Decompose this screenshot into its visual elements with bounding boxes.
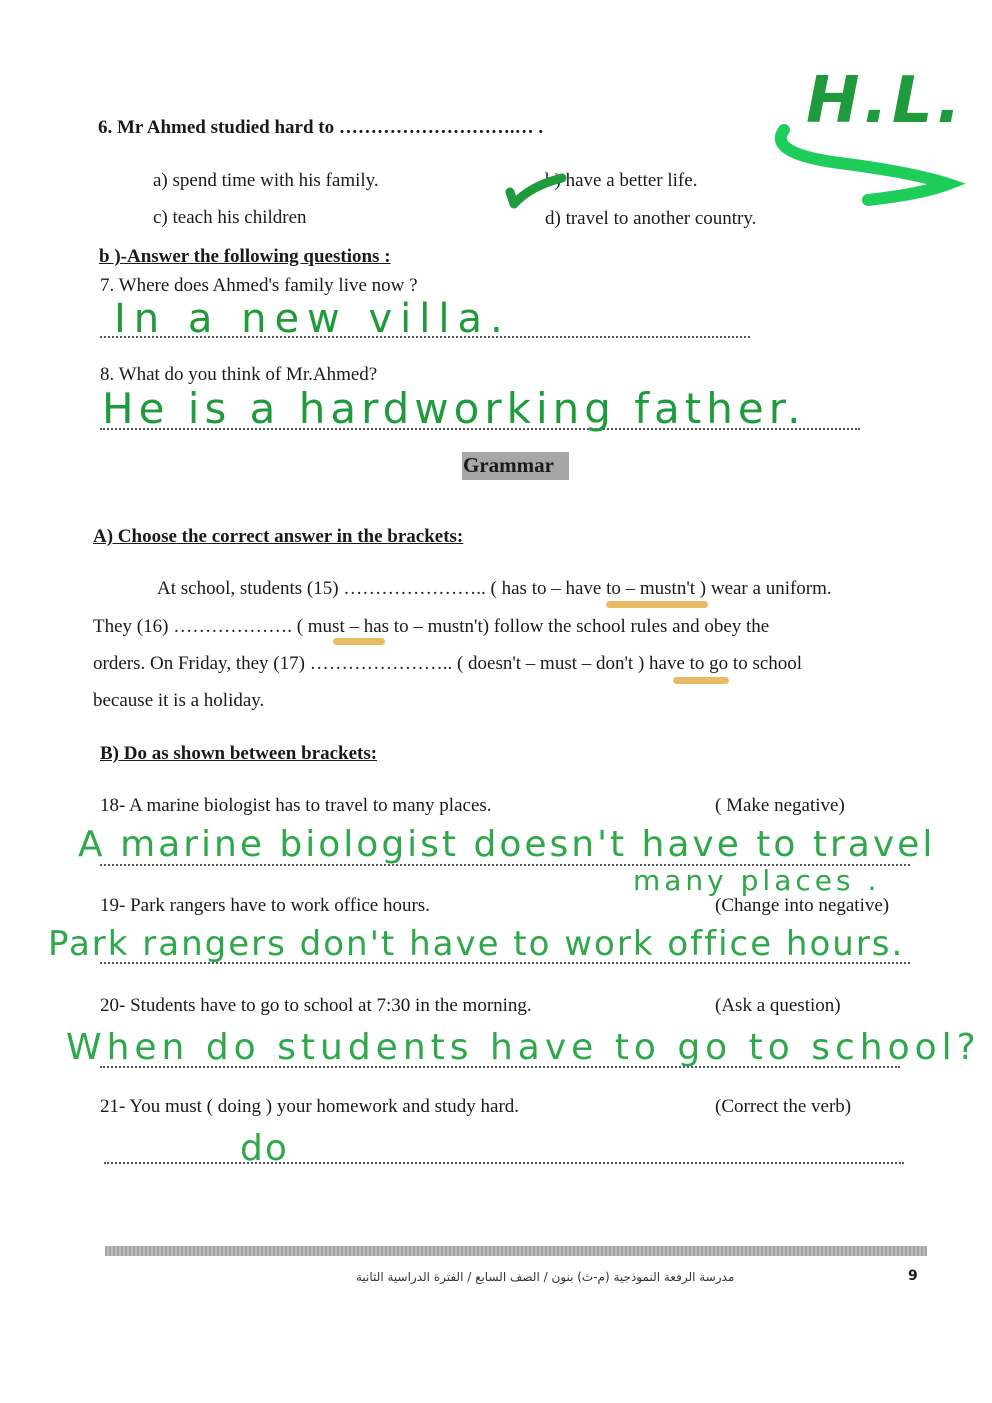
footer-school-text: مدرسة الرفعة النموذجية (م-ث) بنون / الصف السابع / الفترة الدراسية الثانية	[356, 1270, 735, 1284]
item-18-instruction: ( Make negative)	[715, 795, 845, 816]
option-a: a) spend time with his family.	[153, 170, 379, 191]
check-mark-icon	[500, 170, 570, 210]
paragraph-line-1: At school, students (15) ………………….. ( has to – have to – mustn't ) wear a uniform.	[157, 578, 832, 599]
option-d: d) travel to another country.	[545, 208, 757, 229]
paragraph-line-3: orders. On Friday, they (17) ………………….. ( doesn't – must – don't ) have to go to school	[93, 653, 803, 674]
page-number: 9	[908, 1268, 918, 1284]
answer-8-handwriting: He is a hardworking father.	[102, 384, 806, 433]
option-b: b) have a better life.	[545, 170, 698, 191]
section-b2-heading: B) Do as shown between brackets:	[100, 743, 378, 764]
item-20-prompt: 20- Students have to go to school at 7:30 in the morning.	[100, 995, 532, 1016]
highlight-dont	[673, 677, 729, 684]
grammar-title: Grammar	[463, 453, 554, 477]
question-8: 8. What do you think of Mr.Ahmed?	[100, 364, 378, 385]
highlight-have-to	[606, 601, 708, 608]
section-a-heading: A) Choose the correct answer in the brackets:	[93, 526, 464, 547]
answer-18-continued: many places .	[633, 864, 881, 897]
item-21-prompt: 21- You must ( doing ) your homework and study hard.	[100, 1096, 520, 1117]
answer-20-handwriting: When do students have to go to school?	[66, 1027, 981, 1068]
item-21-instruction: (Correct the verb)	[715, 1096, 852, 1117]
section-b-heading: b )-Answer the following questions :	[99, 246, 391, 267]
answer-7-handwriting: In a new villa.	[114, 296, 511, 342]
answer-21-handwriting: do	[240, 1128, 289, 1169]
option-c: c) teach his children	[153, 207, 307, 228]
grade-swoosh-icon	[772, 110, 962, 205]
answer-19-handwriting: Park rangers don't have to work office hours.	[48, 924, 905, 964]
answer-18-handwriting: A marine biologist doesn't have to travel	[78, 824, 936, 865]
paragraph-line-4: because it is a holiday.	[93, 690, 265, 711]
footer-divider	[105, 1246, 927, 1256]
highlight-must	[333, 638, 385, 645]
item-19-prompt: 19- Park rangers have to work office hours.	[100, 895, 430, 916]
item-18-prompt: 18- A marine biologist has to travel to many places.	[100, 795, 492, 816]
paragraph-line-2: They (16) ………………. ( must – has to – mustn't) follow the school rules and obey the	[93, 616, 770, 637]
question-7: 7. Where does Ahmed's family live now ?	[100, 275, 418, 296]
item-20-instruction: (Ask a question)	[715, 995, 841, 1016]
item-19-instruction: (Change into negative)	[715, 895, 890, 916]
grade-mark: H.L.	[806, 64, 965, 138]
answer-line-21	[104, 1162, 904, 1164]
question-6-stem: 6. Mr Ahmed studied hard to ……………………….… .	[98, 117, 544, 138]
